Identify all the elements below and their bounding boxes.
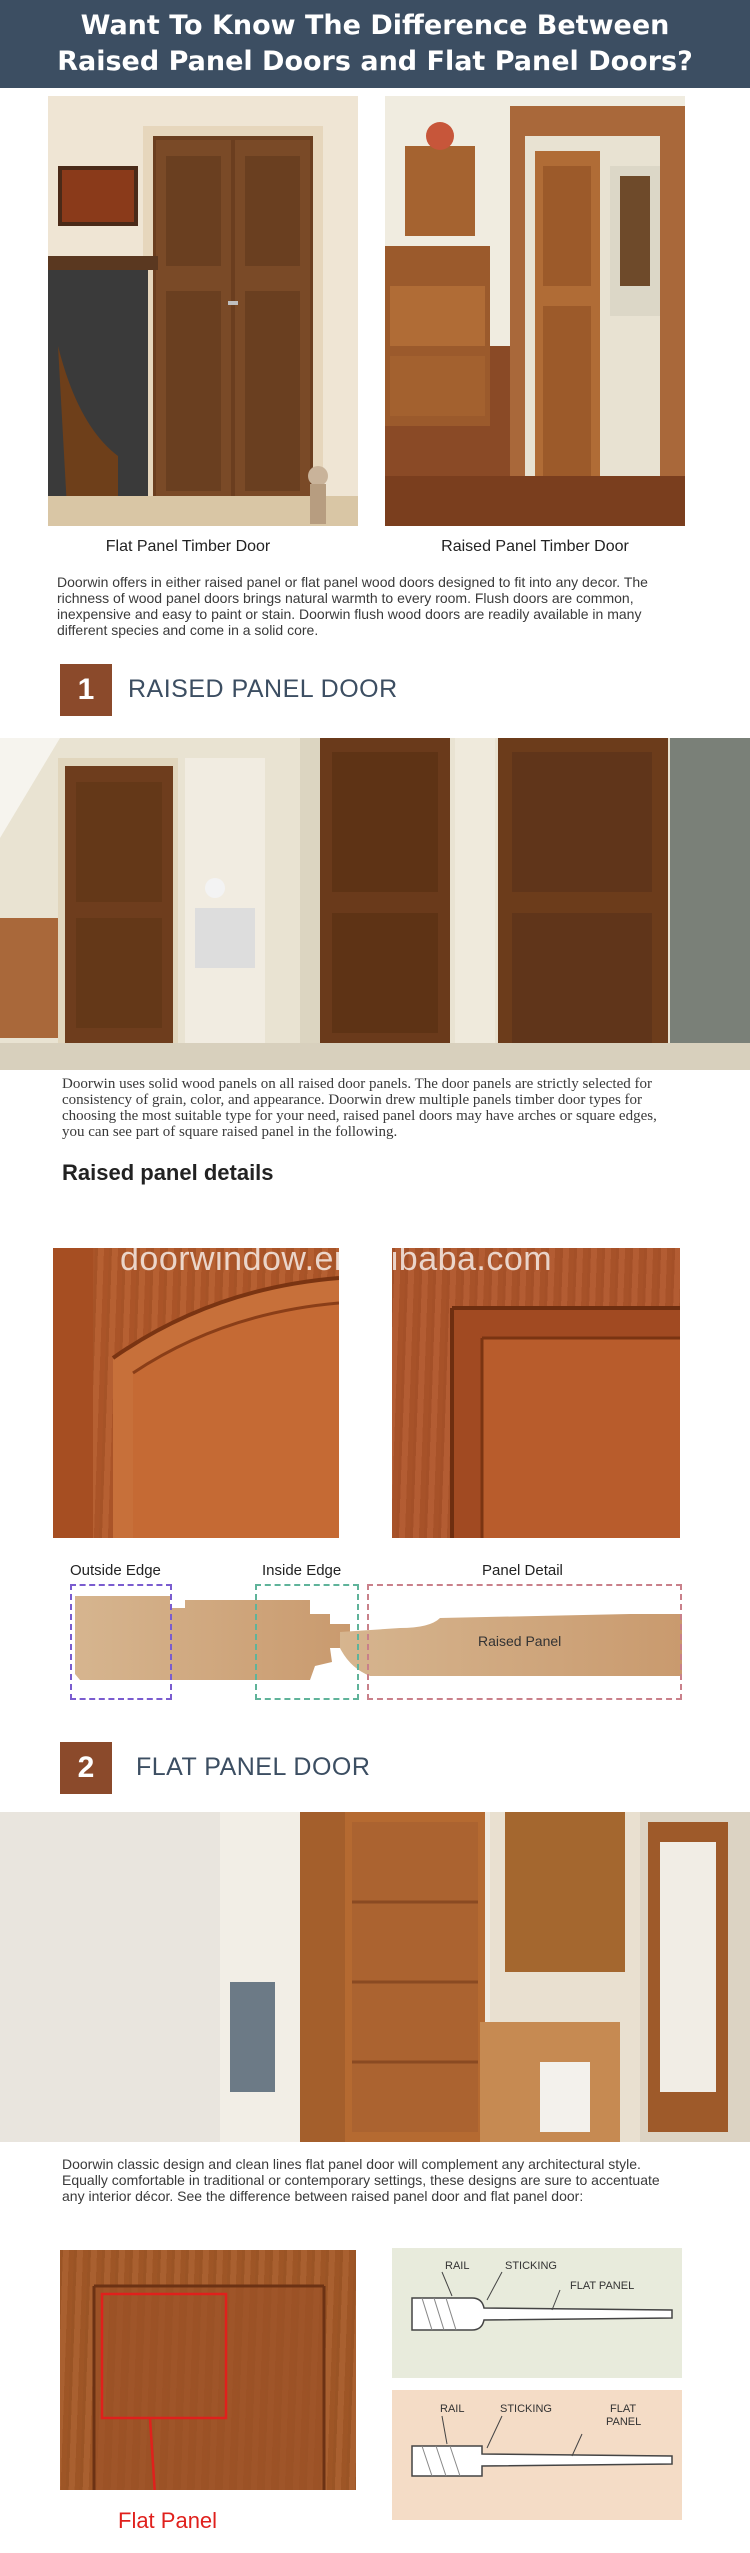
section-1-paragraph: Doorwin uses solid wood panels on all raised door panels. The door panels are strictly selected for consistency of grain, color, and appearance. Doorwin drew multiple panels timber door types for choosing the most suitable type for your need, raised panel doors may have arches or square edges, you can see part of square raised panel in the following. xyxy=(62,1076,657,1140)
watermark-text: doorwindow.en.alibaba.com xyxy=(120,1240,553,1278)
page-header-banner xyxy=(0,0,750,88)
flat-panel-door-photo xyxy=(48,96,358,526)
diagram-top-sticking-label: STICKING xyxy=(505,2260,557,2272)
flat-panel-door-closeup xyxy=(60,2250,356,2490)
outside-edge-dashed-box xyxy=(70,1584,172,1700)
flat-panel-doors-room-photo xyxy=(0,1812,750,2142)
square-raised-panel-closeup xyxy=(392,1248,680,1538)
diagram-bottom-flat-label: FLAT xyxy=(610,2403,637,2415)
section-1-title: RAISED PANEL DOOR xyxy=(128,675,398,703)
diagram-top-flat-panel-label: FLAT PANEL xyxy=(570,2280,635,2292)
raised-panel-doors-room-photo xyxy=(0,738,750,1070)
raised-panel-profile-label: Raised Panel xyxy=(478,1633,562,1649)
header-title-line-1: Want To Know The Difference Between xyxy=(80,10,670,41)
outside-edge-label: Outside Edge xyxy=(70,1562,161,1579)
section-2-paragraph: Doorwin classic design and clean lines flat panel door will complement any architectural style. Equally comfortable in traditional or contemporary settings, these designs are sure to accentuate any interior décor. See the difference between raised panel door and flat panel door: xyxy=(62,2156,660,2204)
section-1-number-badge: 1 xyxy=(60,664,112,716)
diagram-bottom-rail-label: RAIL xyxy=(440,2403,465,2415)
diagram-bottom-panel-label: PANEL xyxy=(606,2416,642,2428)
diagram-top-rail-label: RAIL xyxy=(445,2260,470,2272)
panel-detail-label: Panel Detail xyxy=(482,1562,563,1579)
section-2-number-badge: 2 xyxy=(60,1742,112,1794)
arched-raised-panel-closeup xyxy=(53,1248,339,1538)
diagram-bottom-sticking-label: STICKING xyxy=(500,2403,552,2415)
raised-panel-details-heading: Raised panel details xyxy=(62,1160,274,1185)
section-2-title: FLAT PANEL DOOR xyxy=(136,1753,371,1781)
flat-panel-door-caption: Flat Panel Timber Door xyxy=(105,538,271,555)
intro-paragraph: Doorwin offers in either raised panel or flat panel wood doors designed to fit into any decor. The richness of wood panel doors brings natural warmth to every room. Flush doors are common, inexpensive and easy to paint or stain. Doorwin flush wood doors are readily available in many different species and come in a solid core. xyxy=(57,574,648,638)
inside-edge-label: Inside Edge xyxy=(262,1562,342,1579)
flat-panel-callout-label: Flat Panel xyxy=(118,2508,218,2533)
raised-panel-door-caption: Raised Panel Timber Door xyxy=(441,538,629,555)
header-title-line-2: Raised Panel Doors and Flat Panel Doors? xyxy=(57,46,693,77)
inside-edge-dashed-box xyxy=(255,1584,359,1700)
raised-panel-door-photo xyxy=(385,96,685,526)
